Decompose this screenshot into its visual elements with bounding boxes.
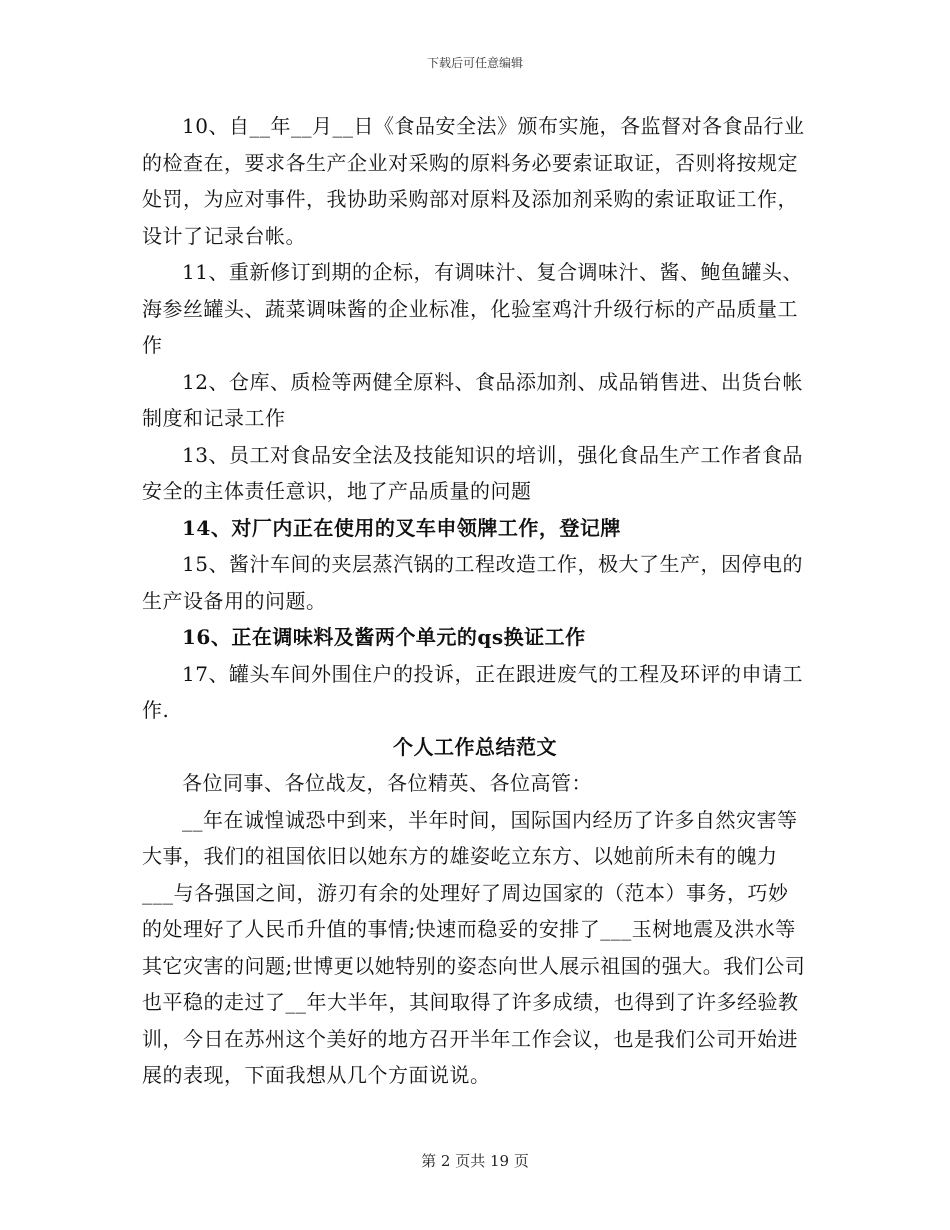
paragraph-10: 10、自__年__月__日《食品安全法》颁布实施，各监督对各食品行业的检查在，要求各生产企业对采购的原料务必要索证取证，否则将按规定处罚，为应对事件，我协助采购部对原料及添加剂采购的索证取证工作，设计了记录台帐。 <box>142 114 805 248</box>
page-header: 下载后可任意编辑 <box>426 56 523 70</box>
paragraph-15: 15、酱汁车间的夹层蒸汽锅的工程改造工作，极大了生产，因停电的生产设备用的问题。 <box>142 552 803 613</box>
page-footer: 第 2 页共 19 页 <box>421 1152 529 1170</box>
paragraph-14: 14、对厂内正在使用的叉车申领牌工作，登记牌 <box>182 515 621 540</box>
paragraph-13: 13、员工对食品安全法及技能知识的培训，强化食品生产工作者食品安全的主体责任意识，地了产品质量的问题 <box>142 442 803 503</box>
greeting-paragraph: 各位同事、各位战友，各位精英、各位高管： <box>182 771 592 795</box>
paragraph-16: 16、正在调味料及酱两个单元的qs换证工作 <box>182 625 586 649</box>
paragraph-12: 12、仓库、质检等两健全原料、食品添加剂、成品销售进、出货台帐制度和记录工作 <box>142 369 803 430</box>
document-body <box>142 108 808 1094</box>
paragraph-11: 11、重新修订到期的企标，有调味汁、复合调味汁、酱、鲍鱼罐头、海参丝罐头、蔬菜调味酱的企业标准，化验室鸡汁升级行标的产品质量工作 <box>142 260 803 357</box>
section-title: 个人工作总结范文 <box>393 734 557 759</box>
main-paragraph: __年在诚惶诚恐中到来，半年时间，国际国内经历了许多自然灾害等大事，我们的祖国依旧以她东方的雄姿屹立东方、以她前所未有的魄力___与各强国之间，游刃有余的处理好了周边国家的（范本）事务，巧妙的处理好了人民币升值的事情;快速而稳妥的安排了___玉树地震及洪水等其它灾害的问题;世博更以她特别的姿态向世人展示祖国的强大。我们公司也平稳的走过了__年大半年，其间取得了许多成绩，也得到了许多经验教训，今日在苏州这个美好的地方召开半年工作会议，也是我们公司开始进展的表现，下面我想从几个方面说说。 <box>142 807 806 1087</box>
paragraph-17: 17、罐头车间外围住户的投诉，正在跟进废气的工程及环评的申请工作. <box>142 661 803 722</box>
